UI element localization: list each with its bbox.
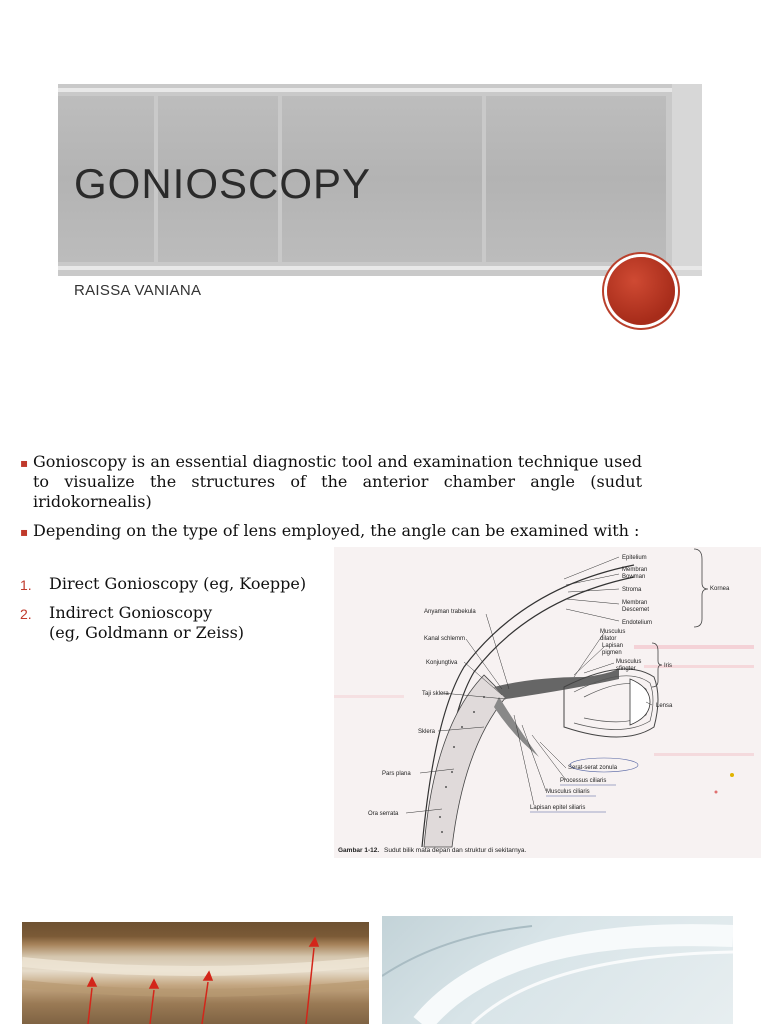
author-name: RAISSA VANIANA: [74, 282, 202, 299]
banner-bottom-line: [58, 266, 702, 270]
label-endotelium: Endotelium: [622, 620, 653, 626]
square-bullet-icon: ▪: [20, 456, 29, 470]
gonioscopy-angle-photo: [22, 922, 369, 1024]
anterior-chamber-angle-figure: [334, 547, 761, 858]
anatomy-diagram: [334, 547, 761, 858]
label-membran-bowman: Bowman: [622, 574, 646, 580]
label-lensa: Lensa: [656, 703, 673, 709]
label-musculus-sfingter: sfingter: [616, 666, 636, 672]
label-ora-serrata: Ora serrata: [368, 811, 399, 817]
label-musculus-sfingter: Musculus: [616, 659, 642, 665]
label-lapisan-epitel-siliaris: Lapisan epitel siliaris: [530, 805, 586, 811]
item-text: Direct Gonioscopy (eg, Koeppe): [49, 574, 307, 593]
label-epitelium: Epitelium: [622, 555, 647, 561]
label-membran-bowman: Membran: [622, 567, 648, 573]
label-processus-ciliaris: Processus ciliaris: [560, 778, 607, 784]
label-taji-sklera: Taji sklera: [422, 691, 449, 697]
label-membran-descemet: Descemet: [622, 607, 650, 613]
item-number: 2.: [20, 606, 32, 622]
figure-caption: Sudut bilik mata depan dan struktur di sekitarnya.: [384, 847, 527, 854]
label-musculus-dilator: Musculus: [600, 629, 626, 635]
label-lapisan-pigmen: Lapisan: [602, 643, 624, 649]
label-stroma: Stroma: [622, 587, 642, 593]
banner-top-line: [58, 88, 702, 92]
bullet-text: Gonioscopy is an essential diagnostic tool and examination technique used to visualize the structures of the anterior chamber angle (sudut iridokornealis): [33, 452, 642, 511]
lens-photo-graphic: [382, 916, 733, 1024]
label-anyaman-trabekula: Anyaman trabekula: [424, 609, 476, 615]
numbered-item: [20, 574, 306, 594]
bullet-item: [20, 452, 642, 512]
item-subtext: (eg, Goldmann or Zeiss): [49, 623, 245, 642]
label-membran-descemet: Membran: [622, 600, 648, 606]
caption-bold: Gambar 1-12.: [338, 847, 380, 854]
numbered-item: [20, 603, 306, 643]
item-number: 1.: [20, 577, 32, 593]
slide-title: GONIOSCOPY: [74, 160, 372, 207]
bullet-item: [20, 521, 642, 541]
figure-caption-label: [338, 847, 379, 854]
label-sklera: Sklera: [418, 729, 436, 735]
label-lapisan-pigmen: pigmen: [602, 650, 622, 656]
bullet-list: [20, 452, 642, 550]
label-konjungtiva: Konjungtiva: [426, 660, 458, 666]
banner-texture-panel: [486, 96, 666, 262]
label-kornea: Kornea: [710, 586, 730, 592]
bullet-text: Depending on the type of lens employed, the angle can be examined with :: [33, 521, 640, 540]
label-musculus-ciliaris: Musculus ciliaris: [546, 789, 590, 795]
item-text: Indirect Gonioscopy: [49, 603, 213, 622]
label-musculus-dilator: dilator: [600, 636, 617, 642]
label-pars-plana: Pars plana: [382, 771, 411, 777]
square-bullet-icon: ▪: [20, 525, 29, 539]
decorative-circle: [607, 257, 675, 325]
banner-side-strip: [672, 84, 702, 276]
angle-photo-graphic: [22, 922, 369, 1024]
label-kanal-schlemm: Kanal schlemm: [424, 636, 466, 642]
label-serat-zonula: Serat-serat zonula: [568, 765, 618, 771]
gonioscopy-lens-photo: [382, 916, 733, 1024]
label-iris: Iris: [664, 663, 672, 669]
numbered-list: [20, 574, 306, 652]
